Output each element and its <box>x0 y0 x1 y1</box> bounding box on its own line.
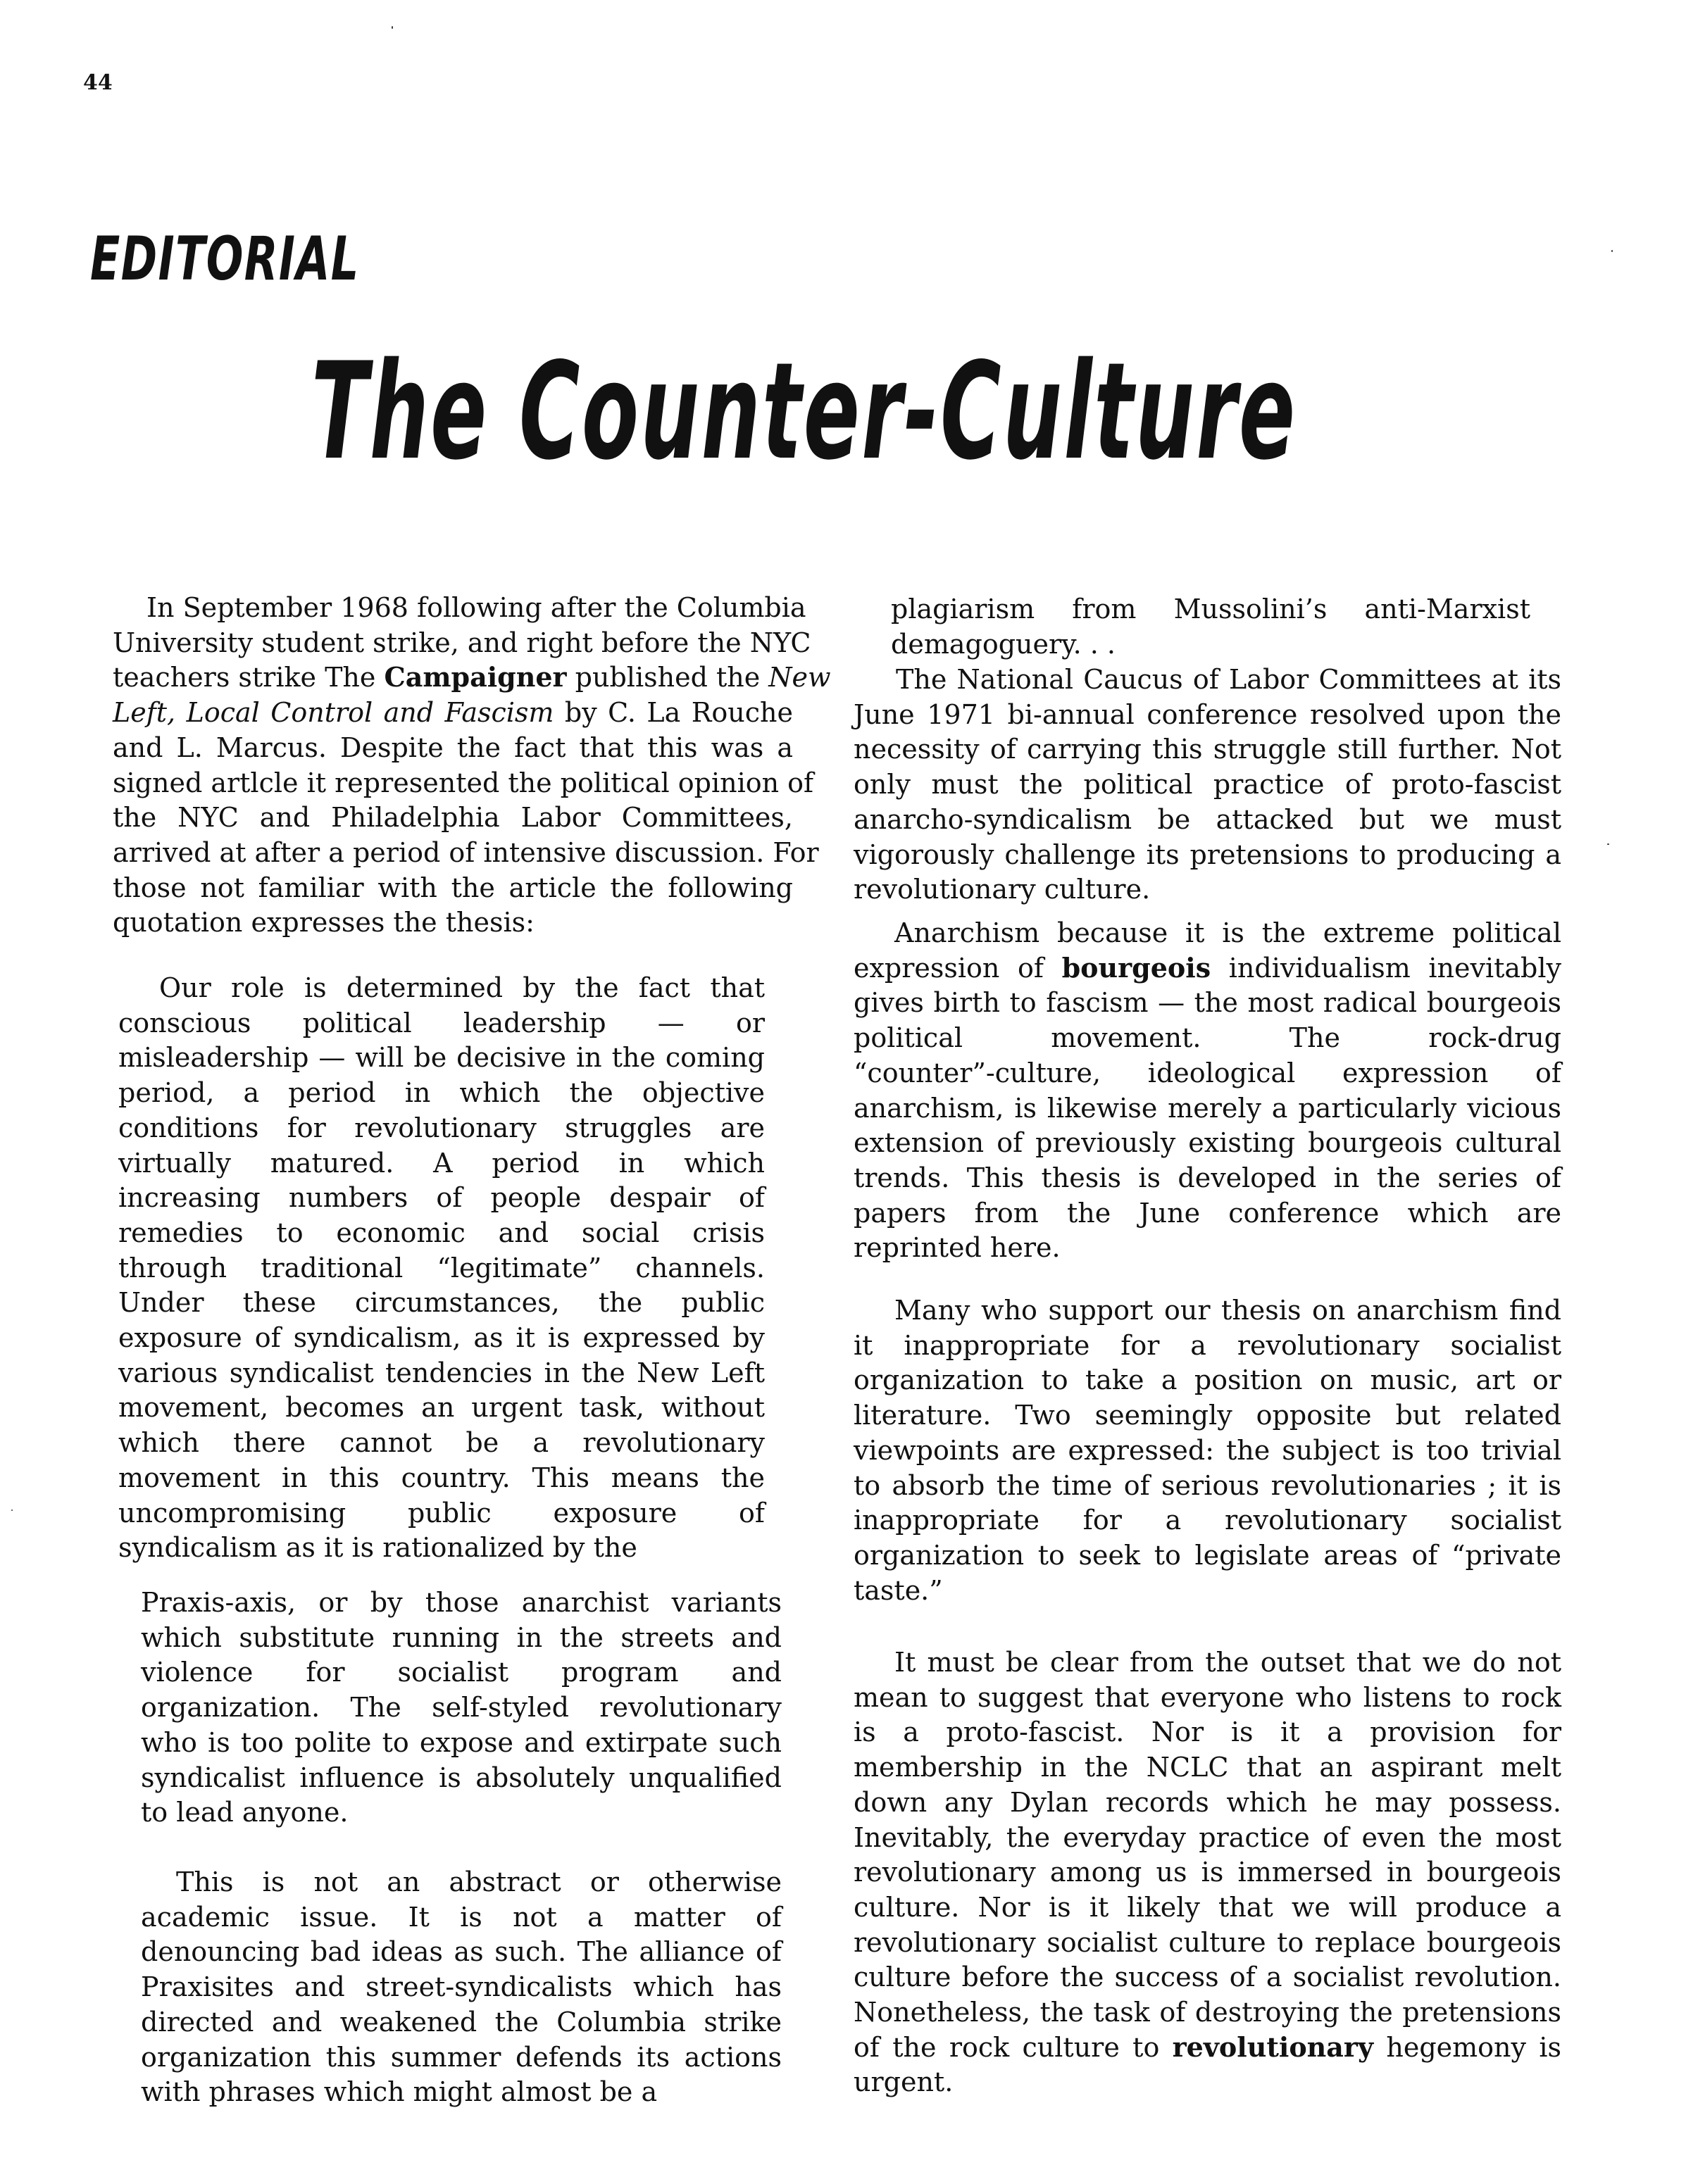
text-line-paragraph-nclc: The National Caucus of Labor Committees at its <box>896 664 1561 695</box>
text-line-paragraph-clear: of the rock culture to revolutionary hegemony is <box>854 2031 1561 2063</box>
text-line-paragraph-anarchism: papers from the June conference which are <box>854 1197 1561 1229</box>
text-line-quote-part1: remedies to economic and social crisis <box>118 1217 765 1248</box>
text-line-quote-part2: syndicalist influence is absolutely unqualified <box>141 1762 782 1793</box>
text-line-intro-paragraph: signed artlcle it represented the political opinion of <box>113 767 814 798</box>
text-line-quote-part3: denouncing bad ideas as such. The alliance of <box>141 1936 782 1968</box>
text-line-quote-part1: movement, becomes an urgent task, without <box>118 1392 765 1424</box>
text-line-quote-part1: movement in this country. This means the <box>118 1462 765 1493</box>
text-line-intro-paragraph: quotation expresses the thesis: <box>113 907 535 939</box>
text-line-paragraph-anarchism: anarchism, is likewise merely a particularly vicious <box>854 1092 1561 1124</box>
text-line-paragraph-clear: mean to suggest that everyone who listens to rock <box>854 1681 1561 1713</box>
text-line-paragraph-nclc: revolutionary culture. <box>854 874 1151 905</box>
text-line-intro-paragraph: arrived at after a period of intensive discussion. For <box>113 836 819 868</box>
text-line-quote-part3: directed and weakened the Columbia strike <box>141 2006 782 2038</box>
text-line-paragraph-clear: culture. Nor is it likely that we will produce a <box>854 1891 1561 1923</box>
text-line-paragraph-clear: urgent. <box>854 2066 954 2098</box>
text-line-quote-part1: various syndicalist tendencies in the New Left <box>118 1357 765 1388</box>
text-line-quote-part2: which substitute running in the streets and <box>141 1621 782 1653</box>
text-line-quote-part3: academic issue. It is not a matter of <box>141 1901 782 1933</box>
text-line-quote-part1: Under these circumstances, the public <box>118 1287 765 1319</box>
text-line-paragraph-anarchism: gives birth to fascism — the most radical bourgeois <box>854 987 1561 1019</box>
text-line-quote-part1: period, a period in which the objective <box>118 1077 765 1109</box>
text-line-paragraph-anarchism: Anarchism because it is the extreme political <box>894 917 1561 948</box>
page-number: 44 <box>83 70 113 95</box>
text-line-paragraph-anarchism: political movement. The rock-drug <box>854 1022 1561 1054</box>
text-line-quote-end: plagiarism from Mussolini’s anti-Marxist <box>891 594 1530 625</box>
text-line-paragraph-many: taste.” <box>854 1574 943 1606</box>
text-line-paragraph-clear: is a proto-fascist. Nor is it a provision for <box>854 1717 1561 1748</box>
text-line-intro-paragraph: University student strike, and right before the NYC <box>113 627 811 658</box>
text-line-paragraph-many: it inappropriate for a revolutionary socialist <box>854 1329 1561 1361</box>
text-line-paragraph-many: Many who support our thesis on anarchism find <box>894 1295 1561 1326</box>
text-line-intro-paragraph: teachers strike The Campaigner published the New <box>113 661 831 694</box>
text-line-paragraph-nclc: necessity of carrying this struggle still further. Not <box>854 734 1561 765</box>
text-line-paragraph-anarchism: “counter”-culture, ideological expression of <box>854 1057 1561 1088</box>
text-line-paragraph-clear: revolutionary socialist culture to replace bourgeois <box>854 1926 1561 1958</box>
text-line-paragraph-anarchism: extension of previously existing bourgeois cultural <box>854 1127 1561 1159</box>
text-line-paragraph-nclc: June 1971 bi-annual conference resolved upon the <box>854 698 1561 730</box>
text-line-quote-part3: with phrases which might almost be a <box>141 2076 658 2108</box>
text-line-paragraph-clear: culture before the success of a socialist revolution. <box>854 1962 1561 1993</box>
text-line-quote-part2: Praxis-axis, or by those anarchist variants <box>141 1587 782 1618</box>
scan-speck <box>1611 250 1613 252</box>
text-line-paragraph-many: viewpoints are expressed: the subject is too trivial <box>854 1434 1561 1466</box>
text-line-quote-part1: increasing numbers of people despair of <box>118 1182 765 1214</box>
scan-speck <box>11 1510 13 1511</box>
text-line-paragraph-anarchism: expression of bourgeois individualism inevitably <box>854 951 1561 984</box>
text-line-intro-paragraph: and L. Marcus. Despite the fact that this was a <box>113 732 793 763</box>
text-line-paragraph-many: inappropriate for a revolutionary socialist <box>854 1505 1561 1536</box>
page-title: The Counter-Culture <box>311 334 1297 489</box>
text-line-quote-part1: uncompromising public exposure of <box>118 1497 765 1529</box>
scan-speck <box>392 26 393 29</box>
text-line-quote-part2: to lead anyone. <box>141 1797 349 1828</box>
text-line-quote-part1: Our role is determined by the fact that <box>159 972 765 1003</box>
text-line-quote-part1: syndicalism as it is rationalized by the <box>118 1532 637 1564</box>
text-line-paragraph-anarchism: reprinted here. <box>854 1232 1061 1264</box>
text-line-quote-part1: exposure of syndicalism, as it is expressed by <box>118 1322 765 1353</box>
text-line-intro-paragraph: Left, Local Control and Fascism by C. La Rouche <box>113 697 793 729</box>
text-line-paragraph-many: organization to take a position on music, art or <box>854 1364 1561 1396</box>
text-line-quote-part2: who is too polite to expose and extirpate such <box>141 1726 782 1758</box>
text-line-paragraph-clear: revolutionary among us is immersed in bourgeois <box>854 1857 1561 1888</box>
text-line-paragraph-clear: It must be clear from the outset that we do not <box>894 1647 1561 1678</box>
text-line-quote-part2: organization. The self-styled revolutionary <box>141 1692 782 1724</box>
text-line-paragraph-anarchism: trends. This thesis is developed in the series of <box>854 1162 1561 1193</box>
text-line-quote-part3: organization this summer defends its actions <box>141 2041 782 2073</box>
section-label: EDITORIAL <box>90 224 360 294</box>
text-line-paragraph-many: to absorb the time of serious revolutionaries ; it is <box>854 1469 1561 1501</box>
text-line-quote-part1: misleadership — will be decisive in the coming <box>118 1042 765 1074</box>
text-line-paragraph-clear: down any Dylan records which he may possess. <box>854 1786 1561 1818</box>
text-line-paragraph-clear: Inevitably, the everyday practice of even the most <box>854 1821 1561 1853</box>
text-line-quote-part3: This is not an abstract or otherwise <box>176 1866 782 1897</box>
text-line-paragraph-nclc: only must the political practice of proto-fascist <box>854 769 1561 801</box>
scan-speck <box>1607 843 1609 845</box>
text-line-quote-part3: Praxisites and street-syndicalists which has <box>141 1971 782 2003</box>
text-line-quote-part1: through traditional “legitimate” channels. <box>118 1252 765 1284</box>
text-line-paragraph-many: organization to seek to legislate areas of “private <box>854 1539 1561 1571</box>
text-line-quote-part1: which there cannot be a revolutionary <box>118 1427 765 1459</box>
text-line-paragraph-nclc: vigorously challenge its pretensions to producing a <box>854 839 1561 870</box>
text-line-quote-part1: conscious political leadership — or <box>118 1007 765 1038</box>
text-line-quote-end: demagoguery. . . <box>891 628 1116 660</box>
text-line-quote-part1: conditions for revolutionary struggles are <box>118 1112 765 1143</box>
text-line-paragraph-nclc: anarcho-syndicalism be attacked but we must <box>854 803 1561 835</box>
text-line-intro-paragraph: the NYC and Philadelphia Labor Committees, <box>113 802 793 834</box>
text-line-paragraph-many: literature. Two seemingly opposite but related <box>854 1400 1561 1431</box>
text-line-quote-part1: virtually matured. A period in which <box>118 1147 765 1179</box>
text-line-paragraph-clear: Nonetheless, the task of destroying the pretensions <box>854 1997 1561 2028</box>
text-line-quote-part2: violence for socialist program and <box>141 1657 782 1688</box>
text-line-paragraph-clear: membership in the NCLC that an aspirant melt <box>854 1752 1561 1783</box>
text-line-intro-paragraph: those not familiar with the article the following <box>113 872 793 903</box>
text-line-intro-paragraph: In September 1968 following after the Columbia <box>146 592 806 623</box>
